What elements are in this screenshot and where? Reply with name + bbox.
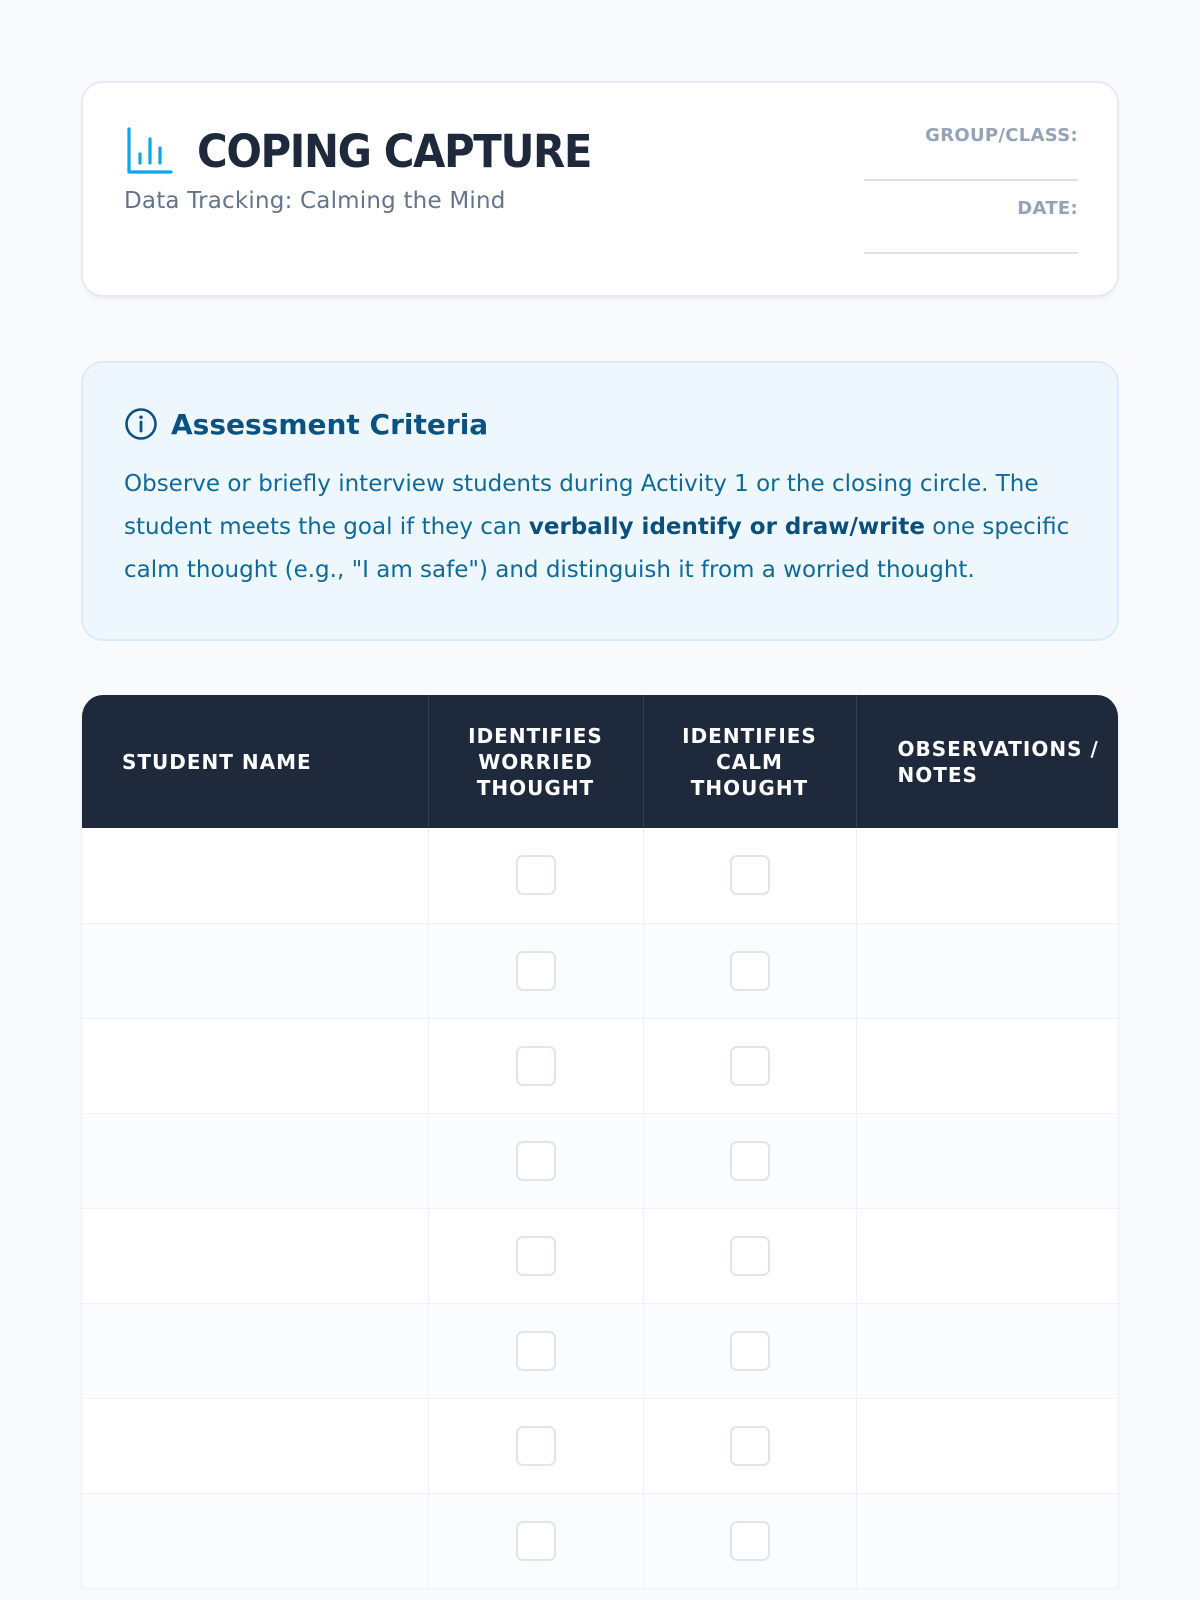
column-header-worried-thought: IDENTIFIES WORRIED THOUGHT <box>428 695 643 828</box>
calm-thought-cell <box>643 1493 856 1588</box>
calm-thought-checkbox[interactable] <box>730 1521 770 1561</box>
worried-thought-cell <box>428 1303 643 1398</box>
calm-thought-cell <box>643 1398 856 1493</box>
title-row <box>125 124 621 178</box>
date-field[interactable] <box>864 198 1078 271</box>
table-row <box>82 1398 1119 1493</box>
calm-thought-cell <box>643 828 856 923</box>
calm-thought-checkbox[interactable] <box>730 1141 770 1181</box>
notes-cell[interactable] <box>856 1208 1119 1303</box>
worried-thought-checkbox[interactable] <box>516 855 556 895</box>
group-class-field[interactable] <box>864 125 1078 198</box>
notes-cell[interactable] <box>856 923 1119 1018</box>
calm-thought-checkbox[interactable] <box>730 1331 770 1371</box>
calm-thought-checkbox[interactable] <box>730 1426 770 1466</box>
student-name-cell[interactable] <box>82 1303 428 1398</box>
table-row <box>82 1018 1119 1113</box>
column-header-notes: OBSERVATIONS / NOTES <box>856 695 1119 828</box>
criteria-title: Assessment Criteria <box>171 407 489 441</box>
student-name-cell[interactable] <box>82 1113 428 1208</box>
column-header-student-name: STUDENT NAME <box>82 695 428 828</box>
table-row <box>82 1493 1119 1588</box>
group-class-line <box>864 179 1078 181</box>
calm-thought-cell <box>643 923 856 1018</box>
calm-thought-checkbox[interactable] <box>730 855 770 895</box>
table-body <box>82 828 1119 1588</box>
student-name-cell[interactable] <box>82 1398 428 1493</box>
criteria-header <box>124 407 1077 441</box>
table-row <box>82 828 1119 923</box>
calm-thought-cell <box>643 1303 856 1398</box>
date-line <box>864 252 1078 254</box>
info-icon <box>124 407 158 441</box>
table-row <box>82 923 1119 1018</box>
calm-thought-cell <box>643 1208 856 1303</box>
notes-cell[interactable] <box>856 1398 1119 1493</box>
worried-thought-checkbox[interactable] <box>516 1521 556 1561</box>
worried-thought-cell <box>428 1208 643 1303</box>
notes-cell[interactable] <box>856 1018 1119 1113</box>
group-class-label: GROUP/CLASS: <box>925 125 1078 146</box>
criteria-text-after: one specific calm thought (e.g., "I am safe") and distinguish it from a worried thought. <box>124 514 1070 583</box>
table-row <box>82 1208 1119 1303</box>
notes-cell[interactable] <box>856 828 1119 923</box>
calm-thought-checkbox[interactable] <box>730 951 770 991</box>
worried-thought-cell <box>428 1493 643 1588</box>
table-row <box>82 1113 1119 1208</box>
calm-thought-cell <box>643 1113 856 1208</box>
page-subtitle: Data Tracking: Calming the Mind <box>124 188 506 214</box>
student-name-cell[interactable] <box>82 923 428 1018</box>
table-header-row <box>82 695 1119 828</box>
page-title: COPING CAPTURE <box>197 124 592 178</box>
worried-thought-checkbox[interactable] <box>516 951 556 991</box>
criteria-text <box>124 463 1077 592</box>
assessment-criteria-card <box>81 361 1119 641</box>
student-name-cell[interactable] <box>82 1208 428 1303</box>
column-header-calm-thought: IDENTIFIES CALM THOUGHT <box>643 695 856 828</box>
worried-thought-cell <box>428 923 643 1018</box>
bar-chart-icon <box>125 127 173 175</box>
worried-thought-cell <box>428 828 643 923</box>
worried-thought-checkbox[interactable] <box>516 1141 556 1181</box>
tracking-table <box>81 695 1119 1589</box>
calm-thought-checkbox[interactable] <box>730 1046 770 1086</box>
calm-thought-cell <box>643 1018 856 1113</box>
worried-thought-checkbox[interactable] <box>516 1331 556 1371</box>
notes-cell[interactable] <box>856 1303 1119 1398</box>
calm-thought-checkbox[interactable] <box>730 1236 770 1276</box>
student-name-cell[interactable] <box>82 1018 428 1113</box>
worried-thought-checkbox[interactable] <box>516 1236 556 1276</box>
worried-thought-cell <box>428 1018 643 1113</box>
student-name-cell[interactable] <box>82 1493 428 1588</box>
criteria-text-before: Observe or briefly interview students during Activity 1 or the closing circle. The student meets the goal if they can <box>124 471 1039 540</box>
worried-thought-cell <box>428 1398 643 1493</box>
table-row <box>82 1303 1119 1398</box>
worried-thought-checkbox[interactable] <box>516 1426 556 1466</box>
criteria-text-emphasis: verbally identify or draw/write <box>528 514 925 540</box>
header-card <box>81 81 1119 297</box>
meta-fields <box>864 125 1078 271</box>
worried-thought-checkbox[interactable] <box>516 1046 556 1086</box>
student-name-cell[interactable] <box>82 828 428 923</box>
worried-thought-cell <box>428 1113 643 1208</box>
date-label: DATE: <box>1017 198 1078 219</box>
notes-cell[interactable] <box>856 1493 1119 1588</box>
notes-cell[interactable] <box>856 1113 1119 1208</box>
